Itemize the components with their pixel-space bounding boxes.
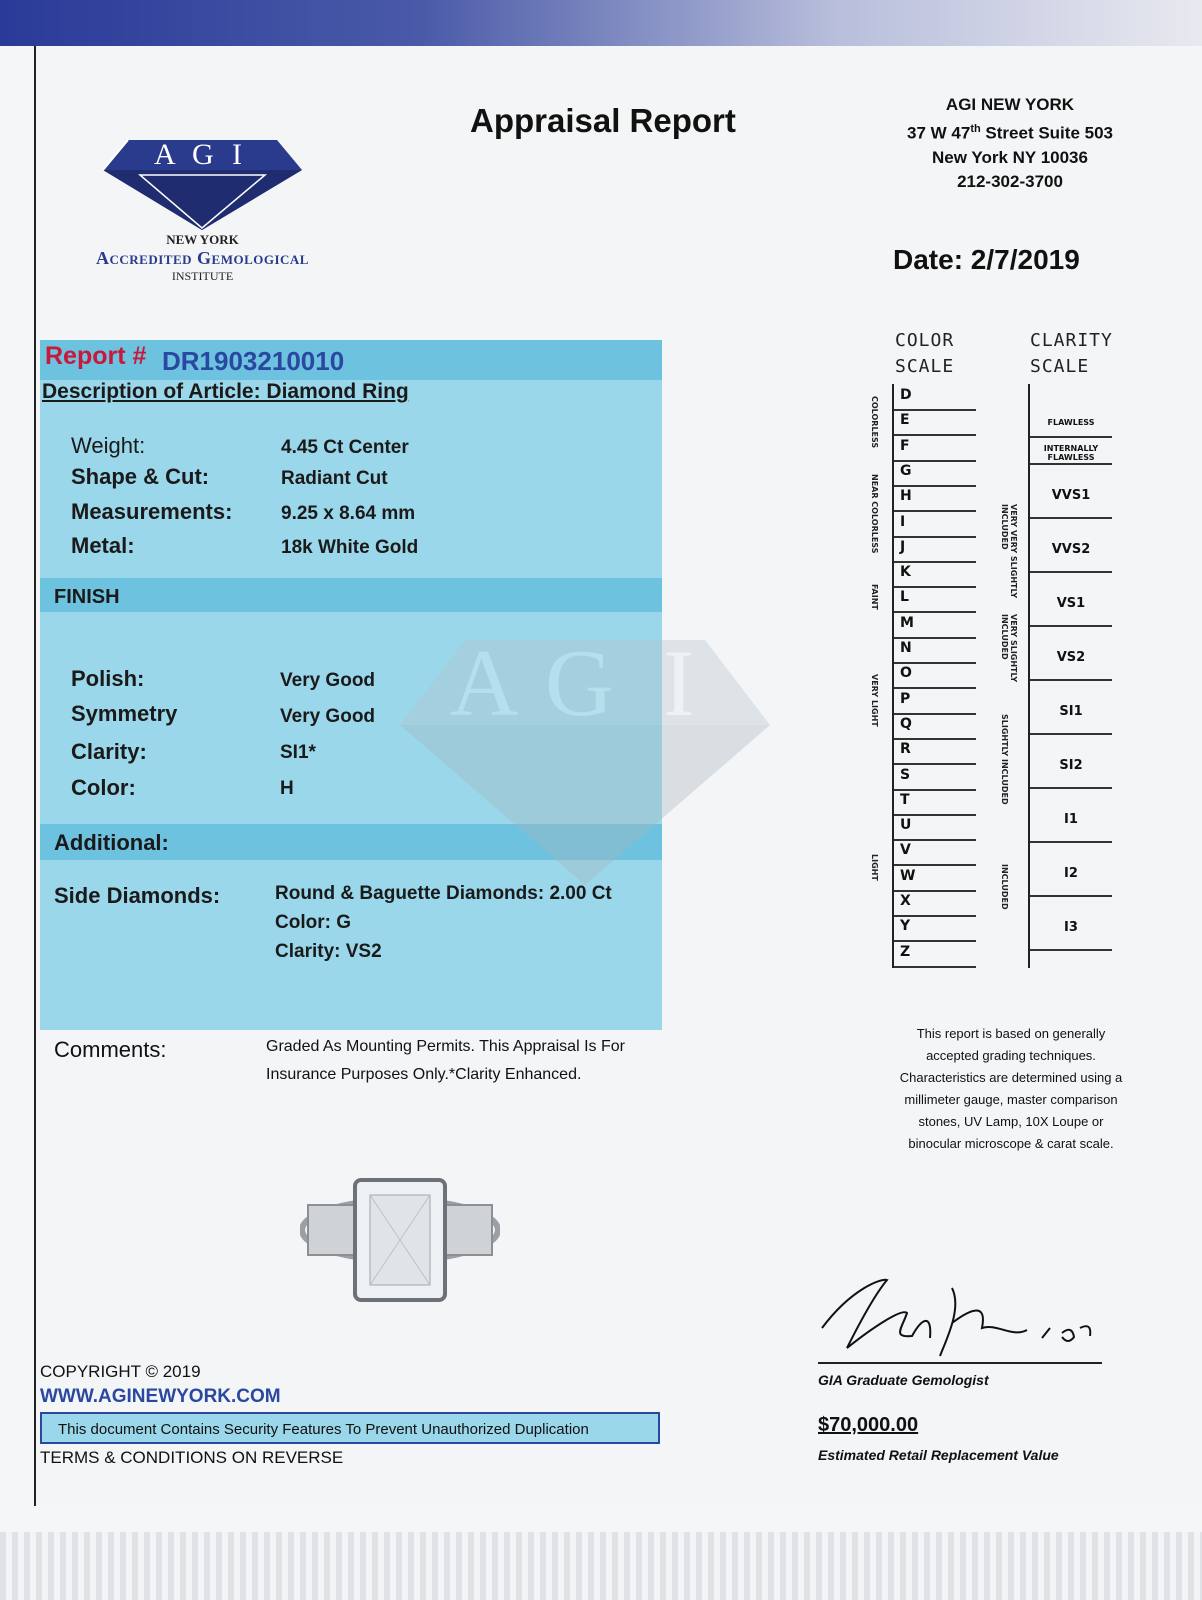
color-grade-row [894,637,976,664]
color-scale-heading-line: COLOR [895,330,955,351]
clarity-grade-label: INTERNALLY FLAWLESS [1043,444,1099,462]
color-grade-letter: U [900,817,912,834]
clarity-grade-row [1030,464,1112,519]
grading-disclaimer: This report is based on generally accepted grading techniques. Characteristics are determined using a millimeter gauge, master comparison stones, UV Lamp, 10X Loupe or binocular microscope & carat scale. [899,1026,1123,1151]
color-group-label: NEAR COLORLESS [870,474,879,554]
color-grade-row [894,384,976,411]
additional-heading: Additional: [54,830,169,855]
logo-line-1: NEW YORK [166,232,239,247]
clarity-grade-label: VS1 [1056,596,1086,611]
comments-text [266,1033,686,1089]
color-grade-row [894,839,976,866]
color-grade-row [894,865,976,892]
spec-label-weight: Weight: [71,433,146,458]
color-group-label: FAINT [870,584,879,610]
clarity-group-label: INCLUDED [1000,864,1009,910]
color-grade-letter: T [900,791,910,808]
color-scale-heading-line: SCALE [895,356,955,377]
finish-label-color: Color: [71,775,136,800]
address-line-2: New York NY 10036 [932,147,1088,167]
company-name: AGI NEW YORK [945,95,1075,114]
clarity-grade-label: SI2 [1059,758,1083,773]
color-grade-row [894,586,976,613]
spec-label-shape: Shape & Cut: [71,464,210,489]
company-address [890,93,1130,194]
perforation-strip [0,1532,1202,1600]
spec-label-metal: Metal: [71,533,135,558]
clarity-grade-label: SI1 [1059,704,1083,719]
clarity-grade-label: I3 [1064,920,1078,935]
color-grade-row [894,814,976,841]
color-grade-row [894,713,976,740]
logo-letter: A [154,138,176,171]
color-grade-letter: H [900,488,912,505]
finish-label-clarity: Clarity: [71,739,147,764]
clarity-group-label: SLIGHTLY INCLUDED [1000,714,1009,805]
clarity-grade-row [1030,680,1112,735]
color-grade-letter: S [900,766,911,783]
clarity-grade-row [1030,518,1112,573]
clarity-grade-row [1030,842,1112,897]
agi-watermark-icon [395,630,775,890]
clarity-scale-grid [1028,384,1112,968]
finish-label-polish: Polish: [71,666,145,691]
color-grade-row [894,511,976,538]
clarity-scale-heading [1030,328,1113,380]
color-grade-letter: E [900,412,910,429]
clarity-grade-label: I1 [1064,812,1078,827]
logo-letter: G [192,138,214,171]
spec-value-weight: 4.45 Ct Center [281,437,409,458]
terms-notice: TERMS & CONDITIONS ON REVERSE [40,1448,344,1467]
color-grade-row [894,789,976,816]
signature-icon [812,1268,1102,1368]
clarity-scale-heading-line: SCALE [1030,356,1090,377]
finish-value-clarity: SI1* [280,742,316,763]
color-grade-letter: O [900,665,912,682]
color-grade-row [894,688,976,715]
report-number: DR1903210010 [162,346,345,376]
clarity-grade-row [1030,788,1112,843]
clarity-grade-row [1030,896,1112,951]
panel-band [40,578,662,612]
color-grade-letter: N [900,640,912,656]
clarity-group-label: VERY SLIGHTLY INCLUDED [1000,614,1018,683]
color-grade-row [894,890,976,917]
color-grade-letter: Z [900,943,911,960]
color-grade-letter: V [900,842,911,859]
color-scale-groups [862,384,890,974]
color-grade-letter: Y [900,918,911,935]
side-diamonds-line: Color: G [275,912,351,933]
side-diamonds-line: Round & Baguette Diamonds: 2.00 Ct [275,883,612,904]
color-scale-heading [895,328,954,380]
logo-line-2: Accredited Gemological [96,248,309,268]
comments-line: Graded As Mounting Permits. This Appraisal Is For [266,1038,625,1055]
color-grade-row [894,536,976,563]
color-grade-letter: Q [900,715,912,732]
color-scale-grid [892,384,976,968]
color-grade-letter: I [900,513,906,530]
spec-value-shape: Radiant Cut [281,468,388,489]
logo-letter: I [232,138,242,171]
svg-text:A: A [450,630,519,736]
clarity-grade-row [1030,410,1112,465]
color-grade-letter: W [900,867,916,884]
svg-text:I: I [663,630,695,736]
replacement-value: $70,000.00 [818,1414,919,1436]
color-group-label: VERY LIGHT [870,674,879,727]
color-grade-row [894,941,976,968]
logo-wordmark [80,232,325,284]
clarity-scale-heading-line: CLARITY [1030,330,1113,351]
diamond-ring-image-icon [300,1170,500,1310]
color-grade-letter: P [900,690,911,707]
finish-heading: FINISH [54,586,120,608]
color-grade-letter: G [900,462,912,479]
spec-value-measurements: 9.25 x 8.64 mm [281,503,416,524]
clarity-group-label: VERY VERY SLIGHTLY INCLUDED [1000,504,1018,599]
clarity-grade-label: VS2 [1056,650,1086,665]
finish-value-symmetry: Very Good [280,706,376,727]
report-number-label: Report # [45,342,147,370]
color-grade-letter: D [900,387,912,403]
article-description: Description of Article: Diamond Ring [42,380,409,403]
color-grade-letter: J [900,538,906,555]
color-grade-row [894,460,976,487]
finish-value-color: H [280,778,294,799]
address-line-1: 37 W 47th Street Suite 503 [907,123,1113,143]
color-grade-row [894,409,976,436]
finish-label-symmetry: Symmetry [71,701,178,726]
svg-text:G: G [545,630,614,736]
logo-line-3: INSTITUTE [171,269,234,283]
color-grade-letter: X [900,893,911,909]
color-group-label: LIGHT [870,854,879,881]
top-color-bar [0,0,1202,46]
website-link[interactable]: WWW.AGINEWYORK.COM [40,1386,281,1407]
comments-label: Comments: [54,1037,167,1062]
color-grade-letter: K [900,564,911,581]
color-grade-row [894,561,976,588]
clarity-grade-label: VVS1 [1051,488,1091,503]
signature-line [818,1362,1102,1364]
signature-title: GIA Graduate Gemologist [818,1372,989,1388]
color-grade-row [894,915,976,942]
color-grade-row [894,435,976,462]
clarity-grade-row [1030,626,1112,681]
color-grade-row [894,662,976,689]
color-group-label: COLORLESS [870,396,879,449]
color-grade-letter: L [900,589,909,606]
clarity-grade-row [1030,734,1112,789]
report-date: Date: 2/7/2019 [893,244,1080,275]
comments-line: Insurance Purposes Only.*Clarity Enhanced. [266,1066,582,1083]
side-diamonds-label: Side Diamonds: [54,883,221,908]
color-grade-row [894,738,976,765]
copyright: COPYRIGHT © 2019 [40,1362,201,1381]
color-grade-row [894,612,976,639]
spec-value-metal: 18k White Gold [281,537,419,558]
phone-number: 212-302-3700 [957,171,1063,191]
color-grade-row [894,485,976,512]
color-grade-letter: M [900,614,914,631]
color-grade-letter: R [900,741,911,758]
clarity-grade-label: VVS2 [1051,542,1091,557]
finish-value-polish: Very Good [280,670,376,691]
clarity-grade-label: FLAWLESS [1047,418,1095,427]
side-diamonds-line: Clarity: VS2 [275,941,382,962]
security-notice: This document Contains Security Features To Prevent Unauthorized Duplication [40,1412,660,1444]
clarity-scale-groups [986,384,1026,974]
color-grade-row [894,764,976,791]
clarity-grade-row [1030,572,1112,627]
spec-label-measurements: Measurements: [71,499,233,524]
color-grade-letter: F [900,437,910,454]
replacement-value-label: Estimated Retail Replacement Value [818,1447,1059,1463]
page-title: Appraisal Report [470,102,736,139]
clarity-grade-label: I2 [1064,866,1078,881]
